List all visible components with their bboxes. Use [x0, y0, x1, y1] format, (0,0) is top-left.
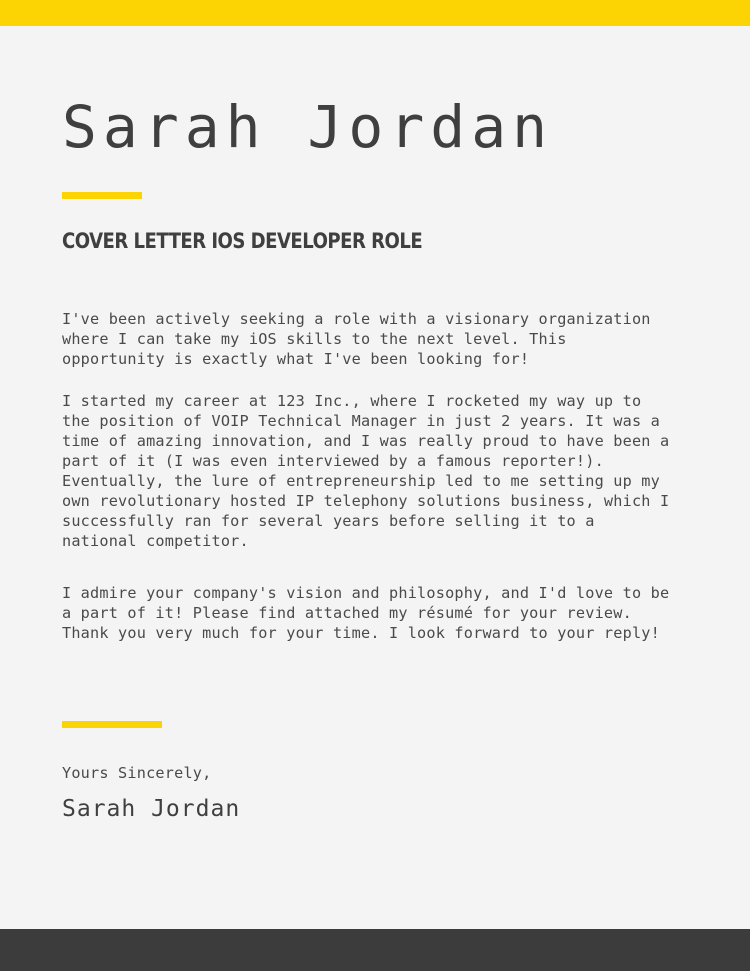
bottom-footer-bar — [0, 929, 750, 971]
letter-content — [0, 26, 750, 929]
letter-paragraph-1: I've been actively seeking a role with a visionary organization where I can take my iOS skills to the next level. This opportunity is exactly what I've been looking for! — [62, 309, 651, 368]
letter-body — [62, 253, 688, 643]
letter-paragraph-2: I started my career at 123 Inc., where I rocketed my way up to the position of VOIP Technical Manager in just 2 years. It was a time of amazing innovation, and I was really proud to have been a part of it (I was even interviewed by a famous reporter!). Eventually, the lure of entrepreneurship led to me setting up my own revolutionary hosted IP telephony solutions business, which I successfully ran for several years before selling it to a national competitor. — [62, 391, 670, 550]
signoff-divider-rule — [62, 721, 162, 728]
letter-paragraph-3: I admire your company's vision and philosophy, and I'd love to be a part of it! Please find attached my résumé for your review. Thank you very much for your time. I look forward to your reply! — [62, 583, 670, 642]
letter-subtitle: COVER LETTER IOS DEVELOPER ROLE — [62, 228, 423, 253]
top-accent-bar — [0, 0, 750, 26]
signature-name: Sarah Jordan — [62, 795, 241, 822]
page-title: Sarah Jordan — [62, 93, 554, 161]
signoff-text: Yours Sincerely, — [62, 763, 212, 782]
title-underline-rule — [62, 192, 142, 199]
